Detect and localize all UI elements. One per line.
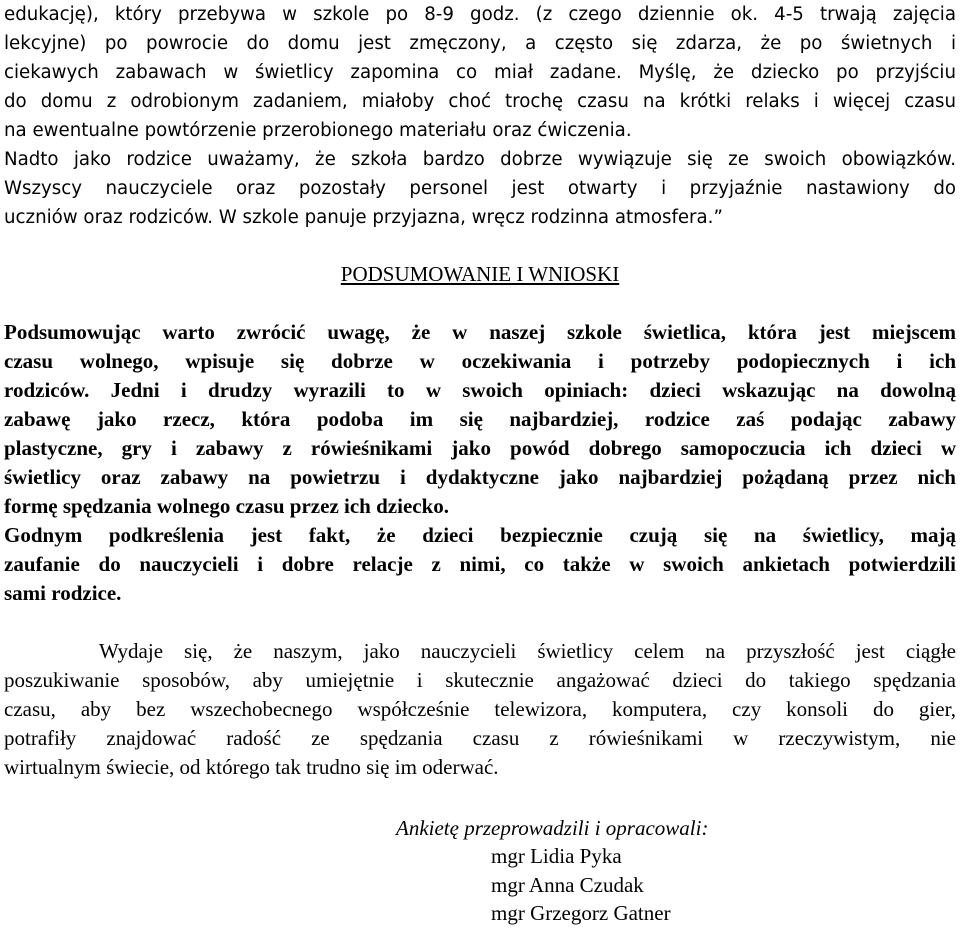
closing-line-2: poszukiwanie sposobów, aby umiejętnie i skutecznie angażować dzieci do takiego spędzania [4, 668, 956, 692]
summary-line-3: rodziców. Jedni i drudzy wyrazili to w swoich opiniach: dzieci wskazując na dowolną [4, 378, 956, 402]
closing-line-5: wirtualnym świecie, od którego tak trudno się im oderwać. [4, 755, 499, 779]
paragraph-1-line-1: edukację), który przebywa w szkole po 8-9 godz. (z czego dziennie ok. 4-5 trwają zajęcia [4, 4, 956, 25]
paragraph-1-line-2: lekcyjne) po powrocie do domu jest zmęczony, a często się zdarza, że po świetnych i [4, 33, 956, 54]
paragraph-1-line-8: uczniów oraz rodziców. W szkole panuje przyjazna, wręcz rodzinna atmosfera.” [4, 207, 723, 228]
summary-line-5: plastyczne, gry i zabawy z rówieśnikami jako powód dobrego samopoczucia ich dzieci w [4, 436, 956, 460]
closing-line-1: Wydaje się, że naszym, jako nauczycieli świetlicy celem na przyszłość jest ciągłe [99, 639, 956, 663]
emphasis-line-3: sami rodzice. [4, 581, 122, 605]
summary-line-7: formę spędzania wolnego czasu przez ich dziecko. [4, 494, 450, 518]
section-heading: PODSUMOWANIE I WNIOSKI [340, 262, 620, 286]
emphasis-line-1: Godnym podkreślenia jest fakt, że dzieci bezpiecznie czują się na świetlicy, mają [4, 523, 956, 547]
closing-line-4: potrafiły znajdować radość ze spędzania czasu z rówieśnikami w rzeczywistym, nie [4, 726, 956, 750]
signature-author-1: mgr Lidia Pyka [491, 844, 622, 868]
paragraph-1-line-7: Wszyscy nauczyciele oraz pozostały personel jest otwarty i przyjaźnie nastawiony do [4, 178, 956, 199]
emphasis-line-2: zaufanie do nauczycieli i dobre relacje z nimi, co także w swoich ankietach potwierdzili [4, 552, 956, 576]
paragraph-1-line-6: Nadto jako rodzice uważamy, że szkoła bardzo dobrze wywiązuje się ze swoich obowiązków. [4, 149, 956, 170]
signature-label: Ankietę przeprowadzili i opracowali: [396, 816, 709, 840]
closing-line-3: czasu, aby bez wszechobecnego współcześnie telewizora, komputera, czy konsoli do gier, [4, 697, 956, 721]
summary-line-1: Podsumowując warto zwrócić uwagę, że w naszej szkole świetlica, która jest miejscem [4, 320, 956, 344]
summary-line-6: świetlicy oraz zabawy na powietrzu i dydaktyczne jako najbardziej pożądaną przez nich [4, 465, 956, 489]
paragraph-1-line-3: ciekawych zabawach w świetlicy zapomina co miał zadane. Myślę, że dziecko po przyjściu [4, 62, 956, 83]
summary-line-2: czasu wolnego, wpisuje się dobrze w oczekiwania i potrzeby podopiecznych i ich [4, 349, 956, 373]
signature-author-3: mgr Grzegorz Gatner [491, 901, 671, 925]
summary-line-4: zabawę jako rzecz, która podoba im się najbardziej, rodzice zaś podając zabawy [4, 407, 956, 431]
signature-author-2: mgr Anna Czudak [491, 873, 644, 897]
paragraph-1-line-5: na ewentualne powtórzenie przerobionego materiału oraz ćwiczenia. [4, 120, 632, 141]
paragraph-1-line-4: do domu z odrobionym zadaniem, miałoby choć trochę czasu na krótki relaks i więcej czasu [4, 91, 956, 112]
